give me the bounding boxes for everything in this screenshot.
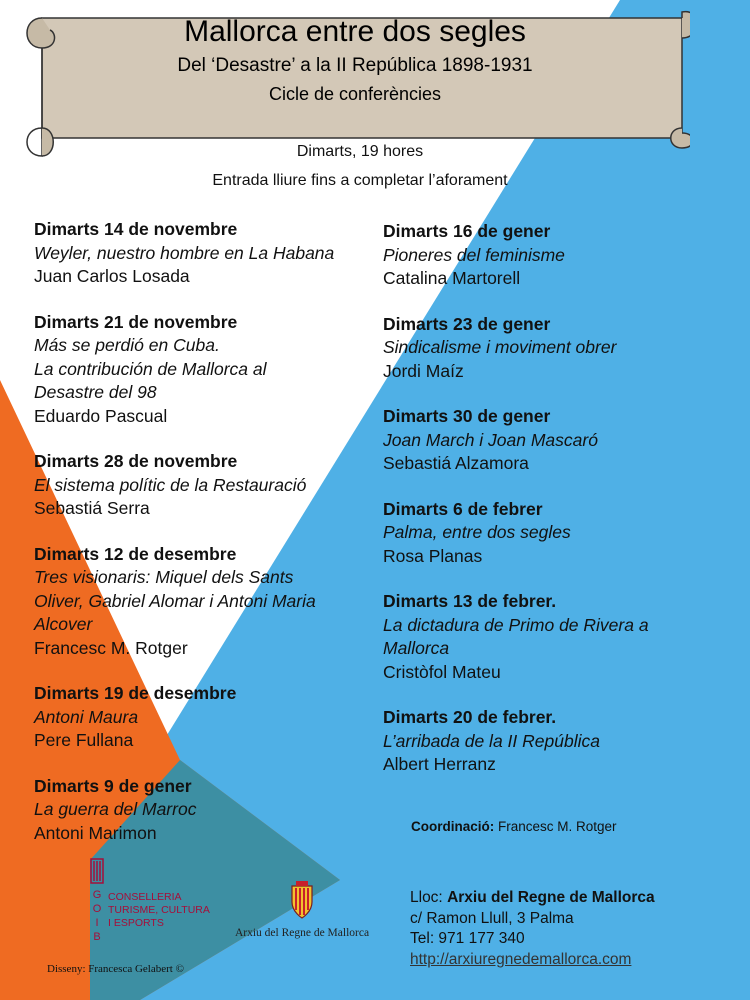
event-title: Joan March i Joan Mascaró [383, 429, 598, 450]
cycle-label: Cicle de conferències [268, 84, 442, 104]
goib-letter: G [92, 889, 102, 901]
event-title: Desastre del 98 [34, 382, 157, 402]
event-speaker: Juan Carlos Losada [34, 266, 190, 286]
coordination-name: Francesc M. Rotger [498, 819, 617, 834]
event-title: Sindicalisme i moviment obrer [383, 337, 617, 357]
designer-credit: Disseny: Francesca Gelabert © [47, 963, 184, 975]
page-title: Mallorca entre dos segles [184, 15, 526, 48]
event-item [383, 590, 703, 684]
event-date: Dimarts 14 de novembre [34, 219, 238, 239]
event-date: Dimarts 30 de gener [383, 406, 551, 426]
venue-phone: Tel: 971 177 340 [410, 930, 525, 947]
event-item [383, 313, 703, 384]
event-title: La contribución de Mallorca al [34, 358, 267, 379]
event-speaker: Francesc M. Rotger [34, 637, 188, 658]
event-speaker: Jordi Maíz [383, 360, 464, 381]
goib-letter: B [93, 931, 101, 943]
venue-address: c/ Ramon Llull, 3 Palma [410, 909, 574, 927]
event-speaker: Albert Herranz [383, 754, 496, 774]
event-item [383, 706, 703, 777]
schedule-time: Dimarts, 19 hores [296, 143, 424, 160]
goib-letter: O [92, 903, 102, 915]
event-item [34, 543, 379, 661]
goib-letter: I [95, 917, 99, 929]
event-date: Dimarts 16 de gener [383, 221, 551, 241]
event-title: Tres visionaris: Miquel dels Sants [34, 567, 294, 587]
event-speaker: Sebastiá Serra [34, 498, 150, 518]
venue-website-link[interactable]: http://arxiuregnedemallorca.com [410, 950, 632, 968]
goib-line: I ESPORTS [108, 917, 164, 929]
event-title: Oliver, Gabriel Alomar i Antoni Maria [34, 590, 316, 611]
event-title: La guerra del Marroc [34, 799, 197, 819]
event-speaker: Pere Fullana [34, 730, 134, 750]
event-title: Mallorca [383, 638, 450, 658]
event-item [34, 682, 379, 753]
venue-info [410, 888, 655, 970]
coordination [411, 819, 617, 834]
goib-letters [90, 888, 104, 944]
event-item [383, 220, 703, 291]
header [55, 14, 655, 108]
page-subtitle: Del ‘Desastre’ a la II República 1898-1931 [177, 55, 533, 76]
event-item [34, 311, 379, 429]
event-speaker: Catalina Martorell [383, 268, 521, 288]
event-item [34, 775, 379, 846]
entry-note: Entrada lliure fins a completar l’aforament [212, 172, 508, 189]
event-title: El sistema polític de la Restauració [34, 474, 307, 495]
event-title: L’arribada de la II República [383, 730, 600, 751]
event-title: Pioneres del feminisme [383, 244, 565, 265]
event-title: Palma, entre dos segles [383, 522, 571, 542]
event-item [383, 498, 703, 569]
venue-label: Lloc: [410, 889, 443, 906]
event-date: Dimarts 20 de febrer. [383, 707, 557, 727]
event-date: Dimarts 23 de gener [383, 313, 551, 334]
event-speaker: Cristòfol Mateu [383, 661, 501, 682]
arxiu-logo-text: Arxiu del Regne de Mallorca [234, 927, 370, 939]
goib-line: CONSELLERIA [108, 891, 182, 903]
event-title: Weyler, nuestro hombre en La Habana [34, 242, 335, 263]
event-date: Dimarts 21 de novembre [34, 311, 238, 332]
goib-line: TURISME, CULTURA [108, 904, 210, 916]
goib-emblem-icon [90, 858, 104, 884]
event-date: Dimarts 9 de gener [34, 775, 192, 796]
event-title: La dictadura de Primo de Rivera a [383, 614, 649, 635]
event-title: Más se perdió en Cuba. [34, 335, 220, 355]
coat-of-arms-icon [286, 880, 318, 920]
event-speaker: Sebastiá Alzamora [383, 453, 529, 473]
event-title: Alcover [34, 614, 93, 634]
event-date: Dimarts 6 de febrer [383, 498, 543, 519]
event-date: Dimarts 13 de febrer. [383, 591, 557, 611]
venue-name: Arxiu del Regne de Mallorca [447, 889, 655, 906]
event-item [383, 405, 703, 476]
left-events-column [34, 218, 379, 867]
event-speaker: Rosa Planas [383, 545, 483, 566]
right-events-column [383, 220, 703, 799]
event-date: Dimarts 28 de novembre [34, 451, 238, 471]
event-speaker: Antoni Marimon [34, 822, 157, 843]
arxiu-logo [222, 880, 382, 939]
coordination-label: Coordinació: [411, 819, 495, 834]
event-date: Dimarts 19 de desembre [34, 683, 237, 703]
event-title: Antoni Maura [34, 706, 139, 727]
goib-conselleria-text [108, 891, 210, 930]
event-date: Dimarts 12 de desembre [34, 543, 237, 564]
event-speaker: Eduardo Pascual [34, 405, 168, 426]
event-item [34, 218, 379, 289]
event-item [34, 450, 379, 521]
